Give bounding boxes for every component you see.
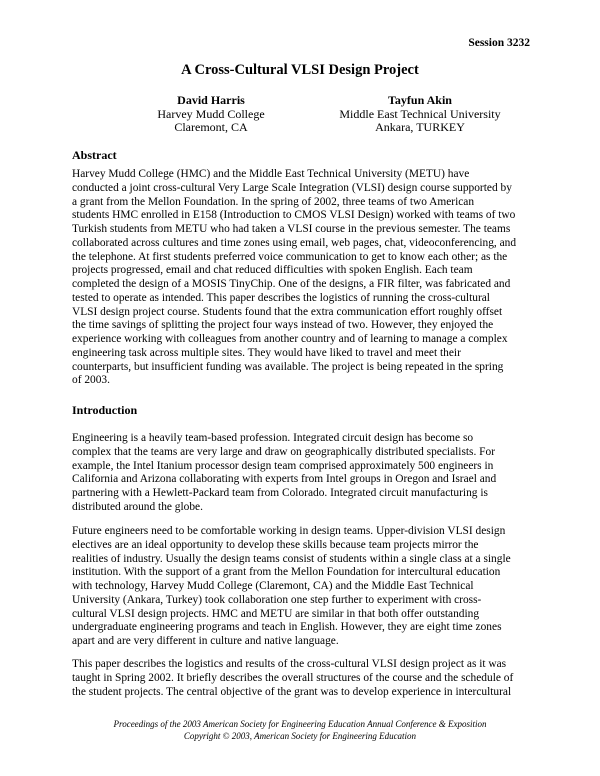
text-line: distributed around the globe.: [72, 500, 203, 513]
session-label: Session 3232: [468, 37, 530, 49]
text-line: completed the design of a MOSIS TinyChip. One of the designs, a FIR filter, was fabricated and: [72, 278, 511, 290]
text-line: tested to operate as intended. This paper describes the logistics of running the cross-cultural: [72, 291, 490, 304]
text-line: electives are an ideal opportunity to develop these skills because team projects mirror the: [72, 538, 479, 551]
text-line: collaborated across cultures and time zones using email, web pages, chat, videoconferencing, and: [72, 236, 517, 249]
text-line: the time savings of splitting the project four ways instead of two. However, they enjoyed the: [72, 319, 494, 332]
author-location: Ankara, TURKEY: [375, 120, 465, 134]
text-line: partnering with a Hewlett-Packard team from Colorado. Integrated circuit manufacturing is: [72, 487, 488, 499]
text-line: Future engineers need to be comfortable working in design teams. Upper-division VLSI design: [72, 525, 506, 537]
intro-paragraph: [72, 658, 534, 699]
text-line: experience working with colleagues from another country and of learning to manage a complex: [72, 333, 508, 345]
text-line: engineering task across multiple sites. They would have liked to travel and meet their: [72, 346, 461, 359]
author-block: [91, 94, 331, 135]
intro-paragraph: [72, 432, 534, 515]
introduction-heading: Introduction: [72, 403, 138, 417]
text-line: Harvey Mudd College (HMC) and the Middle East Technical University (METU) have: [72, 168, 470, 180]
text-line: conducted a joint cross-cultural Very Large Scale Integration (VLSI) design course supported by: [72, 181, 512, 194]
intro-paragraph: [72, 525, 534, 649]
text-line: realities of industry. Usually the design teams consist of students within a single class at a single: [72, 552, 511, 565]
author-affiliation: Middle East Technical University: [339, 106, 501, 121]
text-line: example, the Intel Itanium processor design team comprised approximately 500 engineers in: [72, 459, 494, 472]
text-line: counterparts, but insufficient funding was available. The project is being repeated in the spring: [72, 360, 504, 373]
text-line: institution. With the support of a grant from the Mellon Foundation for intercultural education: [72, 566, 501, 579]
author-location: Claremont, CA: [174, 120, 248, 134]
text-line: apart and are very different in culture and native language.: [72, 635, 339, 647]
text-line: complex that the teams are very large and draw on geographically distributed specialists. For: [72, 445, 496, 458]
text-line: University (Ankara, Turkey) took collaboration one step further to experiment with cross-: [72, 593, 482, 606]
author-affiliation: Harvey Mudd College: [157, 106, 265, 121]
text-line: VLSI design project course. Students found that the extra communication effort roughly offset: [72, 305, 503, 318]
text-line: taught in Spring 2002. It briefly describes the overall structures of the course and the schedule of: [72, 671, 514, 684]
text-line: California and Arizona collaborating with experts from Intel groups in Oregon and Israel and: [72, 473, 497, 486]
text-line: with technology, Harvey Mudd College (Claremont, CA) and the Middle East Technical: [72, 580, 474, 592]
abstract-heading: Abstract: [72, 148, 117, 162]
text-line: a grant from the Mellon Foundation. In the spring of 2002, three teams of two American: [72, 195, 475, 208]
paper-title: A Cross-Cultural VLSI Design Project: [181, 62, 419, 78]
author-block: [300, 94, 540, 135]
text-line: cultural VLSI design projects. HMC and METU are similar in that both offer outstanding: [72, 607, 480, 620]
author-name: David Harris: [177, 93, 245, 107]
text-line: This paper describes the logistics and results of the cross-cultural VLSI design project as it was: [72, 658, 507, 670]
text-line: of 2003.: [72, 374, 110, 387]
page-footer: [0, 718, 600, 742]
text-line: undergraduate engineering programs and teach in English. However, they are eight time zones: [72, 621, 502, 634]
abstract-text: [72, 168, 534, 388]
author-name: Tayfun Akin: [388, 93, 452, 107]
text-line: the student projects. The central objective of the grant was to develop experience in intercultural: [72, 685, 512, 698]
footer-copyright: Copyright © 2003, American Society for Engineering Education: [183, 731, 417, 741]
text-line: projects progressed, email and chat reduced difficulties with spoken English. Each team: [72, 264, 473, 277]
footer-proceedings: Proceedings of the 2003 American Society for Engineering Education Annual Conference & Exposition: [113, 719, 487, 729]
text-line: Turkish students from METU who had taken a VLSI course in the previous semester. The teams: [72, 223, 511, 235]
text-line: students HMC enrolled in E158 (Introduction to CMOS VLSI Design) worked with teams of two: [72, 209, 516, 222]
text-line: Engineering is a heavily team-based profession. Integrated circuit design has become so: [72, 432, 474, 444]
text-line: the telephone. At first students preferred voice communication to get to know each other; as the: [72, 250, 508, 263]
